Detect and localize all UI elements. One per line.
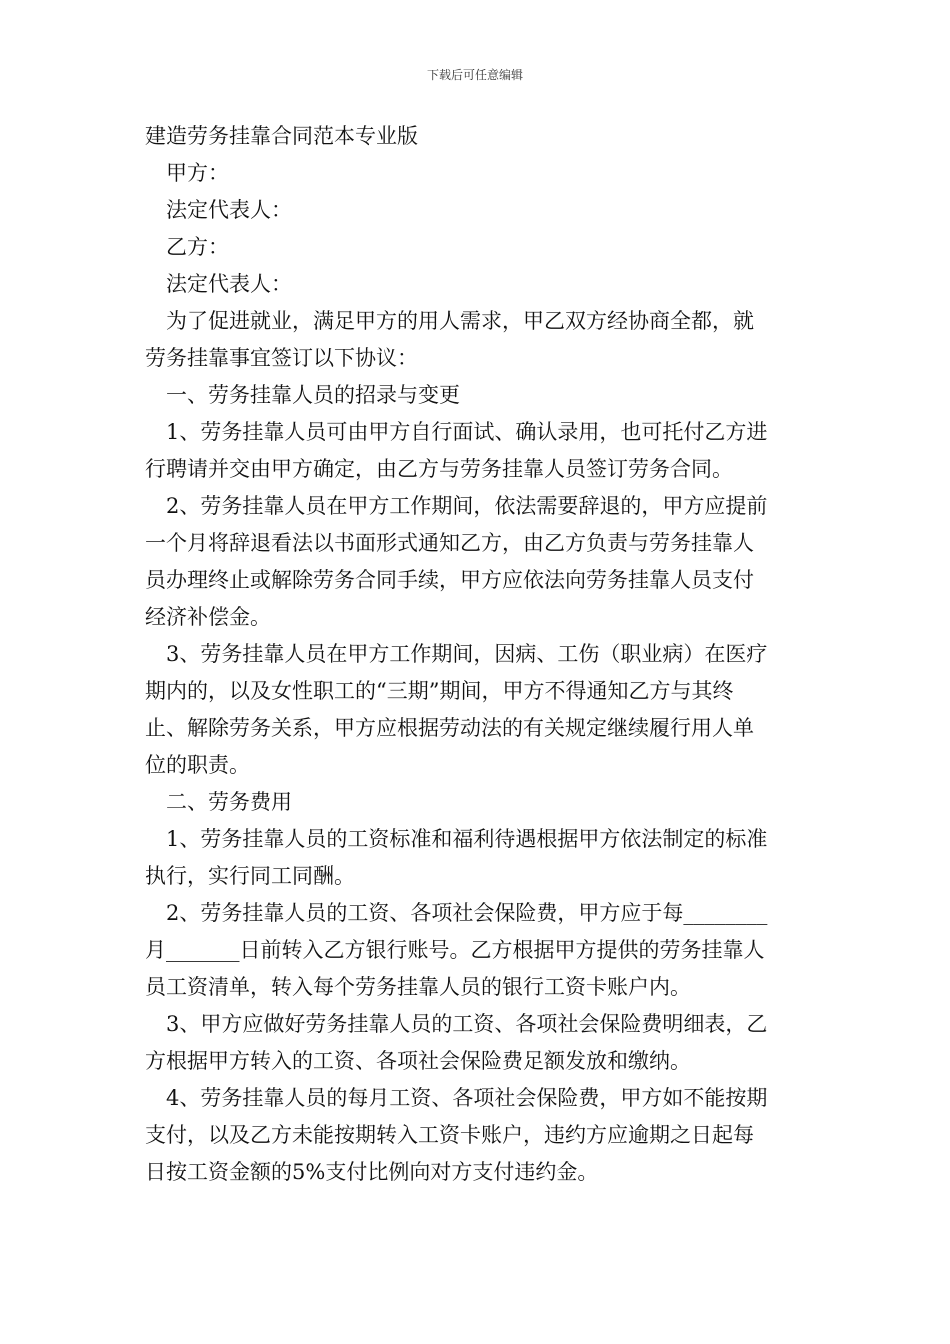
clause-line: 员办理终止或解除劳务合同手续，甲方应依法向劳务挂靠人员支付 (145, 568, 754, 592)
clause-line: 日按工资金额的5%支付比例向对方支付违约金。 (145, 1160, 599, 1184)
clause-line: 员工资清单，转入每个劳务挂靠人员的银行工资卡账户内。 (145, 975, 691, 999)
party-a-representative-line: 法定代表人： (166, 198, 292, 222)
clause-line: 4、劳务挂靠人员的每月工资、各项社会保险费，甲方如不能按期 (166, 1086, 768, 1110)
clause-line: 2、劳务挂靠人员的工资、各项社会保险费，甲方应于每________ (166, 901, 768, 925)
clause-line: 方根据甲方转入的工资、各项社会保险费足额发放和缴纳。 (145, 1049, 691, 1073)
party-b-line: 乙方： (166, 235, 229, 259)
clause-line: 支付，以及乙方未能按期转入工资卡账户，违约方应逾期之日起每 (145, 1123, 754, 1147)
header-note: 下载后可任意编辑 (426, 68, 523, 82)
clause-line: 行聘请并交由甲方确定，由乙方与劳务挂靠人员签订劳务合同。 (145, 457, 733, 481)
clause-line: 3、甲方应做好劳务挂靠人员的工资、各项社会保险费明细表，乙 (166, 1012, 768, 1036)
preamble-line: 为了促进就业，满足甲方的用人需求，甲乙双方经协商全都，就 (166, 309, 754, 333)
section-heading: 一、劳务挂靠人员的招录与变更 (166, 383, 460, 407)
document-body (145, 118, 805, 1191)
document-title: 建造劳务挂靠合同范本专业版 (145, 124, 418, 148)
clause-line: 经济补偿金。 (145, 605, 271, 629)
clause-line: 1、劳务挂靠人员可由甲方自行面试、确认录用，也可托付乙方进 (166, 420, 768, 444)
clause-line: 位的职责。 (145, 753, 250, 777)
clause-line: 期内的，以及女性职工的“三期”期间，甲方不得通知乙方与其终 (145, 679, 734, 703)
party-a-line: 甲方： (166, 161, 229, 185)
clause-line: 一个月将辞退看法以书面形式通知乙方，由乙方负责与劳务挂靠人 (145, 531, 754, 555)
preamble-line: 劳务挂靠事宜签订以下协议： (145, 346, 418, 370)
party-b-representative-line: 法定代表人： (166, 272, 292, 296)
clause-line: 1、劳务挂靠人员的工资标准和福利待遇根据甲方依法制定的标准 (166, 827, 768, 851)
section-heading: 二、劳务费用 (166, 790, 292, 814)
clause-line: 执行，实行同工同酬。 (145, 864, 355, 888)
clause-line: 止、解除劳务关系，甲方应根据劳动法的有关规定继续履行用人单 (145, 716, 754, 740)
clause-line: 2、劳务挂靠人员在甲方工作期间，依法需要辞退的，甲方应提前 (166, 494, 768, 518)
clause-line: 月_______日前转入乙方银行账号。乙方根据甲方提供的劳务挂靠人 (145, 938, 765, 962)
clause-line: 3、劳务挂靠人员在甲方工作期间，因病、工伤（职业病）在医疗 (166, 642, 768, 666)
